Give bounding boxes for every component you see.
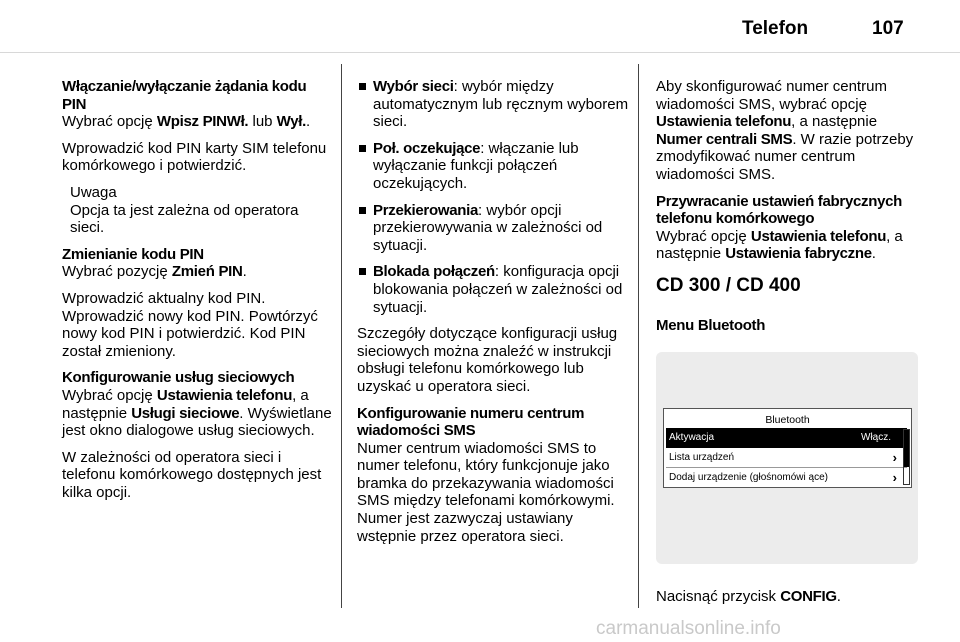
menu-item-value: Włącz. <box>861 432 891 444</box>
column-divider <box>341 64 342 608</box>
menu-item-label: Dodaj urządzenie (głośnomówi ące) <box>669 472 828 484</box>
screen-scrollbar[interactable] <box>903 429 910 485</box>
heading-bluetooth-menu: Menu Bluetooth <box>656 316 766 334</box>
header-rule <box>0 52 960 53</box>
column-divider <box>638 64 639 608</box>
paragraph: Aby skonfigurować numer centrum wiadomości SMS, wybrać opcję Ustawienia telefonu, a następnie Numer centrali SMS. W razie potrzeby zmodyfikować numer centrum wiadomości SMS. <box>656 78 914 183</box>
page-number: 107 <box>872 18 904 39</box>
heading-change-pin: Zmienianie kodu PIN <box>62 245 204 263</box>
watermark: carmanualsonline.info <box>596 618 781 639</box>
paragraph: Wybrać opcję Ustawienia telefonu, a następnie Ustawienia fabryczne. <box>656 227 903 263</box>
page-header-title: Telefon <box>742 18 809 39</box>
paragraph: W zależności od operatora sieci i telefonu komórkowego dostępnych jest kilka opcji. <box>62 448 322 501</box>
section-title: CD 300 / CD 400 <box>656 274 801 296</box>
display-screen <box>663 408 912 488</box>
column-1 <box>62 78 334 510</box>
chevron-right-icon: › <box>892 450 897 466</box>
paragraph: Wprowadzić kod PIN karty SIM telefonu komórkowego i potwierdzić. <box>62 139 327 175</box>
note-title: Uwaga <box>70 183 117 201</box>
note-box <box>70 184 334 237</box>
paragraph: Wybrać pozycję Zmień PIN. <box>62 263 247 281</box>
menu-item-label: Lista urządzeń <box>669 452 735 464</box>
paragraph: Szczegóły dotyczące konfiguracji usług sieciowych można znaleźć w instrukcji obsługi telefonu komórkowego lub uzyskać u operatora sieci. <box>357 325 618 395</box>
paragraph: Wybrać opcję Wpisz PINWł. lub Wył.. <box>62 113 311 131</box>
list-item: Blokada połączeń: konfiguracja opcji blokowania połączeń w zależności od sytuacji. <box>357 263 629 316</box>
menu-item-device-list[interactable] <box>666 448 907 468</box>
network-options-list <box>357 78 629 316</box>
list-item: Przekierowania: wybór opcji przekierowywania w zależności od sytuacji. <box>357 202 629 255</box>
chevron-right-icon: › <box>892 470 897 486</box>
heading-sms-center: Konfigurowanie numeru centrum wiadomości SMS <box>357 404 585 440</box>
scrollbar-thumb[interactable] <box>904 430 909 467</box>
paragraph: Numer centrum wiadomości SMS to numer telefonu, który funkcjonuje jako bramka do przekazywania wiadomości SMS między telefonami komórkowymi. Numer jest zazwyczaj ustawiany wstępnie przez operatora sieci. <box>357 439 615 545</box>
menu-item-activation[interactable] <box>666 428 907 448</box>
heading-pin-request: Włączanie/wyłączanie żądania kodu PIN <box>62 78 307 113</box>
note-text: Opcja ta jest zależna od operatora sieci. <box>70 201 299 237</box>
screen-title: Bluetooth <box>765 414 810 427</box>
list-item: Poł. oczekujące: włączanie lub wyłączanie funkcji połączeń oczekujących. <box>357 140 629 193</box>
column-2 <box>357 78 629 554</box>
list-item: Wybór sieci: wybór między automatycznym lub ręcznym wyborem sieci. <box>357 78 629 131</box>
paragraph: Wprowadzić aktualny kod PIN. Wprowadzić nowy kod PIN. Powtórzyć nowy kod PIN i potwierdzić. Kod PIN został zmieniony. <box>62 289 318 360</box>
bluetooth-menu-figure <box>656 352 918 564</box>
paragraph: Wybrać opcję Ustawienia telefonu, a następnie Usługi sieciowe. Wyświetlane jest okno dialogowe usług sieciowych. <box>62 386 332 440</box>
column-3 <box>656 78 926 615</box>
menu-item-label: Aktywacja <box>669 432 715 444</box>
heading-network-services: Konfigurowanie usług sieciowych <box>62 369 295 387</box>
paragraph: Nacisnąć przycisk CONFIG. <box>656 588 841 606</box>
menu-item-add-device[interactable] <box>666 468 907 488</box>
heading-factory-reset: Przywracanie ustawień fabrycznych telefonu komórkowego <box>656 192 903 228</box>
